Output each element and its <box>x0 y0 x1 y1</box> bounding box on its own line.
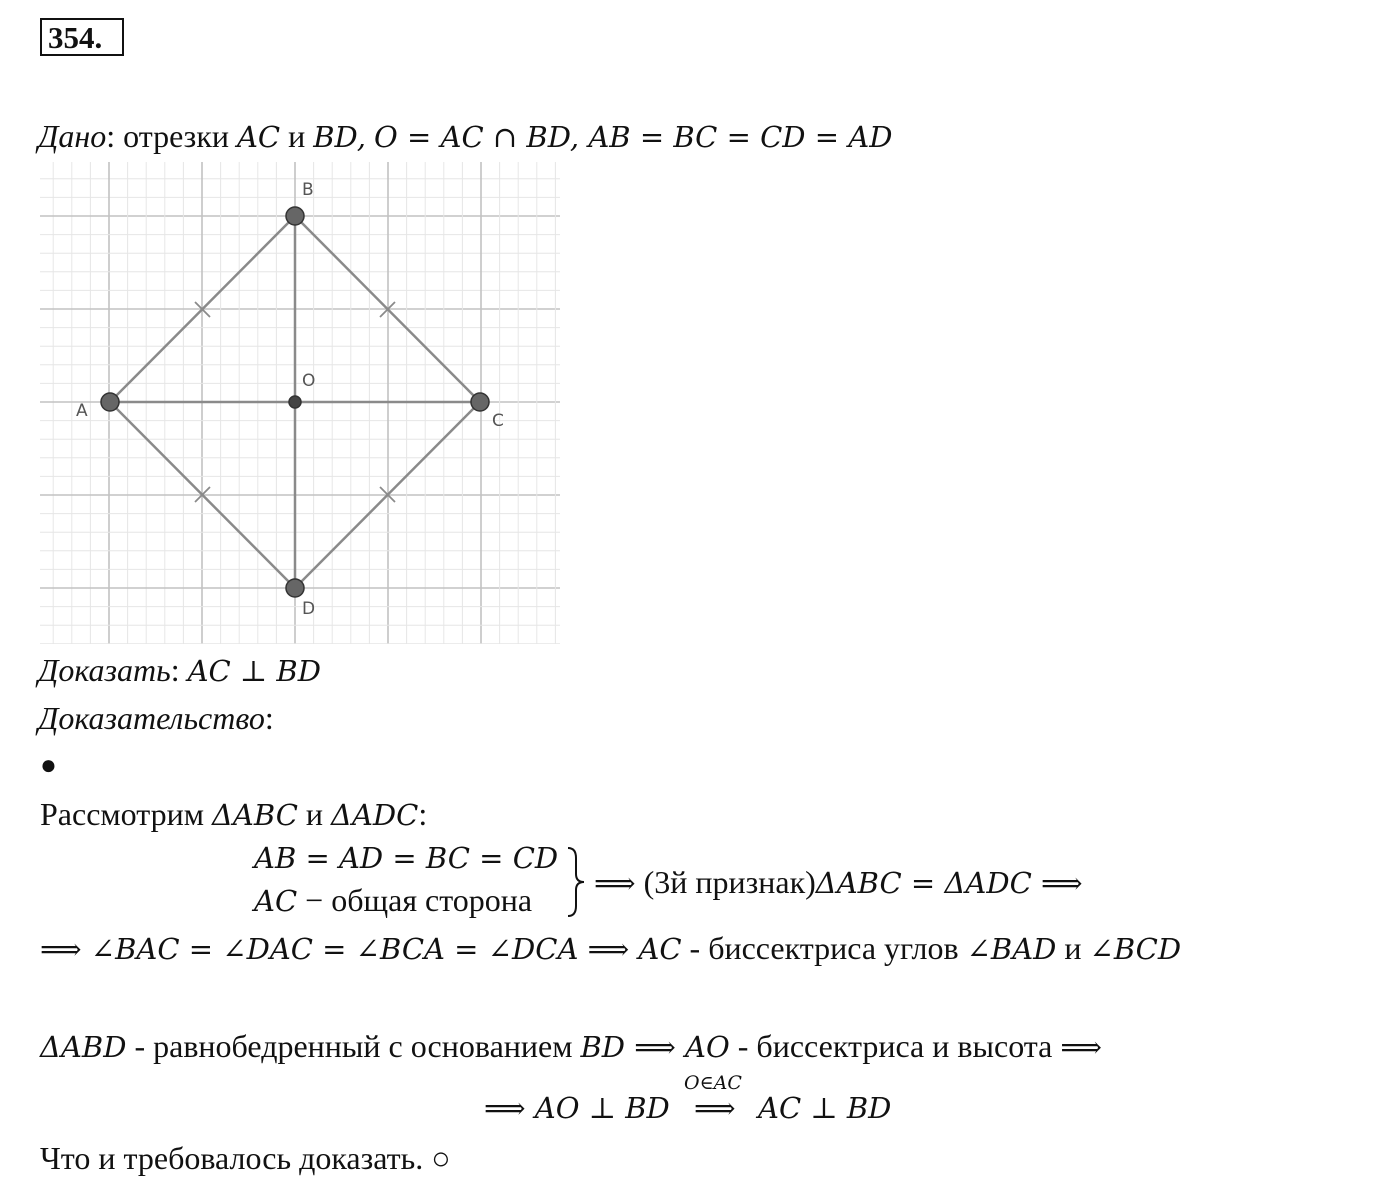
system-brace <box>566 846 588 918</box>
point-b <box>286 207 304 225</box>
consider-and: и <box>297 796 332 832</box>
isosceles-text-2: - биссектриса и высота <box>729 1028 1061 1064</box>
given-line <box>38 120 892 152</box>
proof-heading <box>38 702 274 734</box>
angle-bad: ∠BAD <box>966 932 1057 966</box>
conclusion: Что и требовалось доказать. ○ <box>40 1140 451 1176</box>
given-text: отрезки <box>115 118 237 154</box>
system-line-2 <box>254 884 532 916</box>
triangle-abd: ΔABD <box>40 1030 127 1064</box>
label-a: A <box>76 401 88 421</box>
proof-label: Доказательство <box>38 700 265 736</box>
angle-bcd: ∠BCD <box>1089 932 1182 966</box>
triangle-adc: ΔADC <box>331 798 419 832</box>
final-over-condition: O∈AC <box>684 1072 742 1094</box>
system-result-math: ΔABC = ΔADC ⟹ <box>815 866 1083 900</box>
bullet: ● <box>40 750 57 781</box>
given-and: и <box>280 118 314 154</box>
prove-formula: AC ⊥ BD <box>187 654 321 688</box>
point-d <box>286 579 304 597</box>
system-result-text: (3й признак) <box>635 864 816 900</box>
angles-math: ⟹ ∠BAC = ∠DAC = ∠BCA = ∠DCA ⟹ AC <box>40 932 682 966</box>
final-arrow: ⟹ <box>694 1091 736 1125</box>
label-b: B <box>302 180 314 200</box>
isosceles-text-1: - равнобедренный с основанием <box>126 1028 581 1064</box>
label-d: D <box>302 599 316 619</box>
label-c: C <box>492 411 504 431</box>
final-left: ⟹ AO ⊥ BD <box>484 1091 670 1125</box>
given-segment-bd: BD <box>313 120 357 154</box>
system-result <box>594 866 1083 898</box>
consider-line <box>40 798 427 830</box>
problem-number: 354. <box>40 18 124 56</box>
point-a <box>101 393 119 411</box>
system-line-1: AB = AD = BC = CD <box>254 841 559 875</box>
system-line-2-math: AC <box>254 884 298 918</box>
given-label: Дано <box>38 118 107 154</box>
proof-colon: : <box>264 700 274 736</box>
system-result-arrow: ⟹ <box>594 866 636 900</box>
given-comma: , <box>356 120 366 154</box>
given-segment-ac: AC <box>236 120 281 154</box>
prove-line <box>38 654 321 686</box>
given-formula: O = AC ∩ BD, AB = BC = CD = AD <box>374 120 893 154</box>
angles-text: - биссектриса углов <box>681 930 967 966</box>
triangle-abc: ΔABC <box>211 798 298 832</box>
isosceles-base: BD ⟹ AO <box>580 1030 730 1064</box>
system-line-2-text: − общая сторона <box>297 882 533 918</box>
isosceles-arrow: ⟹ <box>1060 1030 1102 1064</box>
label-o: O <box>302 371 316 391</box>
point-o <box>289 396 301 408</box>
consider-text: Рассмотрим <box>40 796 212 832</box>
prove-colon: : <box>170 652 180 688</box>
final-right: AC ⊥ BD <box>758 1091 892 1125</box>
angles-and: и <box>1056 930 1090 966</box>
isosceles-line <box>40 1030 1102 1062</box>
rhombus-figure <box>40 162 560 644</box>
given-colon: : <box>106 118 116 154</box>
angles-line <box>40 932 1181 964</box>
prove-label: Доказать <box>38 652 171 688</box>
point-c <box>471 393 489 411</box>
consider-colon: : <box>418 796 428 832</box>
